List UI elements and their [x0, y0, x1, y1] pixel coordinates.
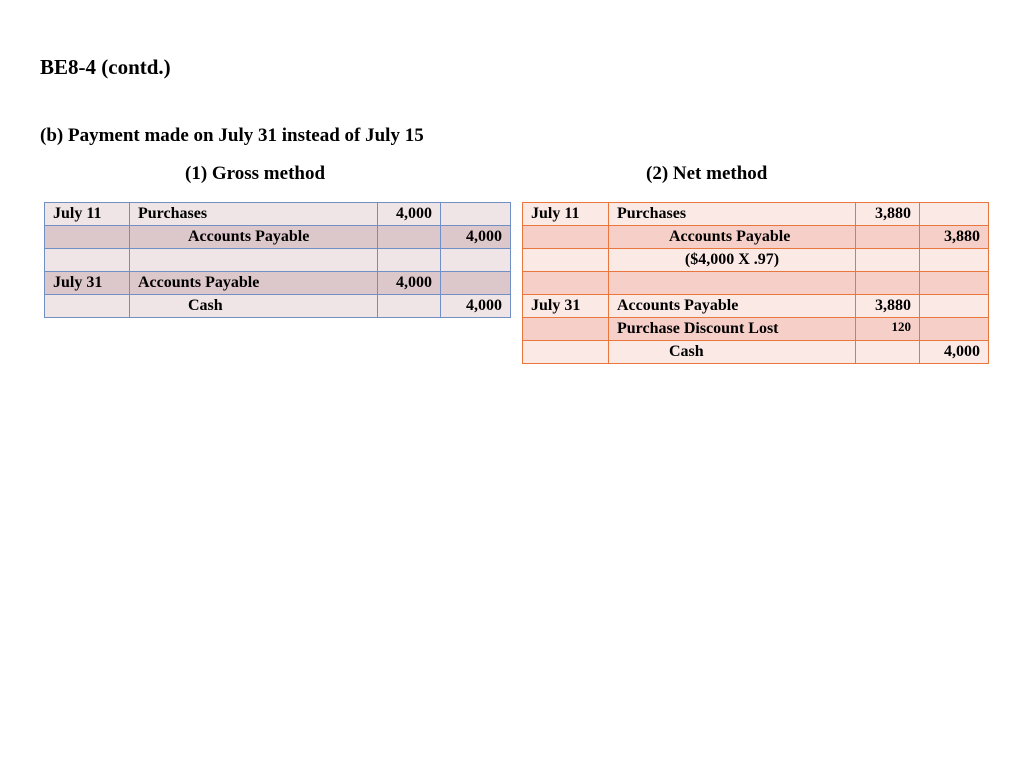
credit-cell — [920, 272, 989, 295]
account-cell: Accounts Payable — [130, 272, 378, 295]
debit-cell — [856, 341, 920, 364]
date-cell — [523, 249, 609, 272]
date-cell — [523, 226, 609, 249]
gross-method-journal-table — [44, 202, 511, 318]
account-cell: Purchase Discount Lost — [609, 318, 856, 341]
journal-row — [523, 341, 989, 364]
journal-row — [523, 203, 989, 226]
date-cell: July 31 — [523, 295, 609, 318]
date-cell — [523, 272, 609, 295]
account-cell: Accounts Payable — [130, 226, 378, 249]
journal-row — [45, 203, 511, 226]
explanation-cell: ($4,000 X .97) — [609, 249, 856, 272]
account-cell — [130, 249, 378, 272]
credit-cell — [920, 249, 989, 272]
credit-cell — [441, 249, 511, 272]
credit-cell: 4,000 — [441, 226, 511, 249]
date-cell — [523, 341, 609, 364]
date-cell — [45, 295, 130, 318]
account-cell: Cash — [609, 341, 856, 364]
debit-cell — [378, 249, 441, 272]
account-cell: Purchases — [609, 203, 856, 226]
debit-cell — [378, 295, 441, 318]
debit-cell — [856, 272, 920, 295]
debit-cell: 4,000 — [378, 203, 441, 226]
account-cell: Accounts Payable — [609, 226, 856, 249]
debit-cell — [378, 226, 441, 249]
debit-cell: 4,000 — [378, 272, 441, 295]
journal-row — [45, 272, 511, 295]
problem-subtitle: (b) Payment made on July 31 instead of July 15 — [40, 125, 424, 146]
debit-cell — [856, 249, 920, 272]
journal-row — [523, 318, 989, 341]
net-method-heading: (2) Net method — [646, 163, 768, 184]
gross-method-heading: (1) Gross method — [185, 163, 326, 184]
credit-cell — [920, 203, 989, 226]
account-cell: Purchases — [130, 203, 378, 226]
journal-row — [45, 295, 511, 318]
account-cell: Cash — [130, 295, 378, 318]
date-cell — [523, 318, 609, 341]
journal-row — [523, 295, 989, 318]
journal-row — [523, 226, 989, 249]
date-cell: July 11 — [523, 203, 609, 226]
debit-cell: 120 — [856, 318, 920, 341]
journal-row — [45, 226, 511, 249]
debit-cell: 3,880 — [856, 295, 920, 318]
credit-cell — [920, 295, 989, 318]
credit-cell — [441, 272, 511, 295]
credit-cell: 4,000 — [920, 341, 989, 364]
debit-cell: 3,880 — [856, 203, 920, 226]
account-cell — [609, 272, 856, 295]
credit-cell: 3,880 — [920, 226, 989, 249]
page-title: BE8-4 (contd.) — [40, 55, 171, 79]
account-cell: Accounts Payable — [609, 295, 856, 318]
date-cell — [45, 226, 130, 249]
credit-cell — [920, 318, 989, 341]
debit-cell — [856, 226, 920, 249]
net-method-journal-table — [522, 202, 989, 364]
credit-cell — [441, 203, 511, 226]
journal-row — [523, 272, 989, 295]
date-cell — [45, 249, 130, 272]
date-cell: July 31 — [45, 272, 130, 295]
journal-row — [523, 249, 989, 272]
date-cell: July 11 — [45, 203, 130, 226]
credit-cell: 4,000 — [441, 295, 511, 318]
journal-row — [45, 249, 511, 272]
